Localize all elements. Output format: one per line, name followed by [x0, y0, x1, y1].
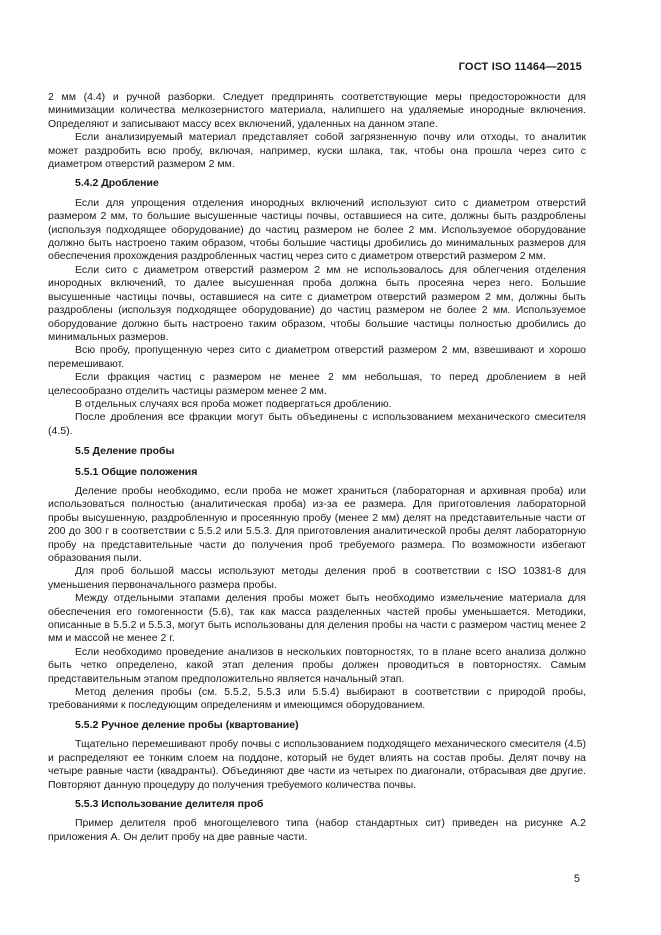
section-heading: 5.5.2 Ручное деление пробы (квартование) [75, 718, 299, 731]
paragraph: 2 мм (4.4) и ручной разборки. Следует предпринять соответствующие меры предосторожности для минимизации количества мелкозернистого материала, налипшего на удаляемые инородные включения. Определяют и записывают массу всех включений, удаленных на данном этапе. [48, 91, 586, 130]
paragraph: Для проб большой массы используют методы деления проб в соответствии с ISO 10381-8 для уменьшения первоначального размера пробы. [48, 565, 586, 591]
paragraph: В отдельных случаях вся проба может подвергаться дроблению. [75, 397, 392, 410]
paragraph: Метод деления пробы (см. 5.5.2, 5.5.3 или 5.5.4) выбирают в соответствии с природой пробы, требованиями к последующим определениям и имеющимся оборудованием. [48, 686, 586, 712]
paragraph: Пример делителя проб многощелевого типа (набор стандартных сит) приведен на рисунке А.2 приложения А. Он делит пробу на две равные части. [48, 817, 586, 843]
paragraph: Если фракция частиц с размером не менее 2 мм небольшая, то перед дроблением в ней целесообразно отделить частицы размером менее 2 мм. [48, 371, 586, 397]
paragraph: Если необходимо проведение анализов в нескольких повторностях, то в плане всего анализа должно быть четко определено, какой этап деления пробы должен проводиться в повторностях. Самым представительным этапом предположительно является начальный этап. [48, 645, 586, 685]
section-heading: 5.5.1 Общие положения [75, 465, 198, 478]
section-heading: 5.5 Деление пробы [75, 445, 175, 458]
document-id-header: ГОСТ ISO 11464—2015 [458, 61, 582, 73]
page-content [48, 91, 586, 844]
section-heading: 5.4.2 Дробление [75, 177, 159, 190]
paragraph: Между отдельными этапами деления пробы может быть необходимо измельчение материала для обеспечения его гомогенности (5.6), так как масса разделенных частей пробы уменьшается. Методики, описанные в 5.5.2 и 5.5.3, могут быть использованы для деления пробы на части с размером частиц менее 2 мм и массой не менее 2 г. [48, 592, 586, 645]
paragraph: Тщательно перемешивают пробу почвы с использованием подходящего механического смесителя (4.5) и распределяют ее тонким слоем на поддоне, который не будет влиять на состав пробы. Делят почву на четыре равные части (квадранты). Объединяют две части из четырех по диагонали, отбрасывая две другие. Повторяют данную процедуру до получения требуемого количества почвы. [48, 738, 586, 791]
paragraph: Если анализируемый материал представляет собой загрязненную почву или отходы, то аналитик может раздробить всю пробу, включая, например, куски шлака, так, чтобы она прошла через сито с диаметром отверстий размером 2 мм. [48, 131, 586, 171]
paragraph: Если для упрощения отделения инородных включений используют сито с диаметром отверстий размером 2 мм, то большие высушенные частицы почвы, оставшиеся на сите, должны быть раздроблены (используя подходящее оборудование) до частиц размером не более 2 мм. Используемое оборудование должно быть настроено таким образом, чтобы большие частицы дробились до минимальных размеров для обеспечения прохождения раздробленных частиц через сито с диаметром отверстий размером 2 мм. [48, 196, 586, 263]
paragraph: Всю пробу, пропущенную через сито с диаметром отверстий размером 2 мм, взвешивают и хорошо перемешивают. [48, 344, 586, 370]
paragraph: После дробления все фракции могут быть объединены с использованием механического смесителя (4.5). [48, 411, 586, 437]
paragraph: Если сито с диаметром отверстий размером 2 мм не использовалось для облегчения отделения инородных включений, то далее высушенная проба должна быть просеяна через него. Большие высушенные частицы почвы, оставшиеся на сите с диаметром отверстий размером 2 мм, должны быть раздроблены (используя подходящее оборудование) до частиц размером не более 2 мм. Используемое оборудование должно быть настроено таким образом, чтобы большие частицы полностью дробились до минимальных размеров. [48, 263, 586, 343]
page-number: 5 [573, 873, 580, 885]
section-heading: 5.5.3 Использование делителя проб [75, 797, 264, 810]
paragraph: Деление пробы необходимо, если проба не может храниться (лабораторная и архивная проба) или использоваться полностью (аналитическая проба) из-за ее размера. Для приготовления лабораторной пробы высушенную, раздробленную и просеянную пробу (менее 2 мм) делят на представительные части от 200 до 300 г в соответствии с 5.5.2 или 5.5.3. Для приготовления аналитической пробы делят лабораторную пробу на представительные части до получения проб требуемого размера. По возможности избегают образования пыли. [48, 484, 586, 564]
